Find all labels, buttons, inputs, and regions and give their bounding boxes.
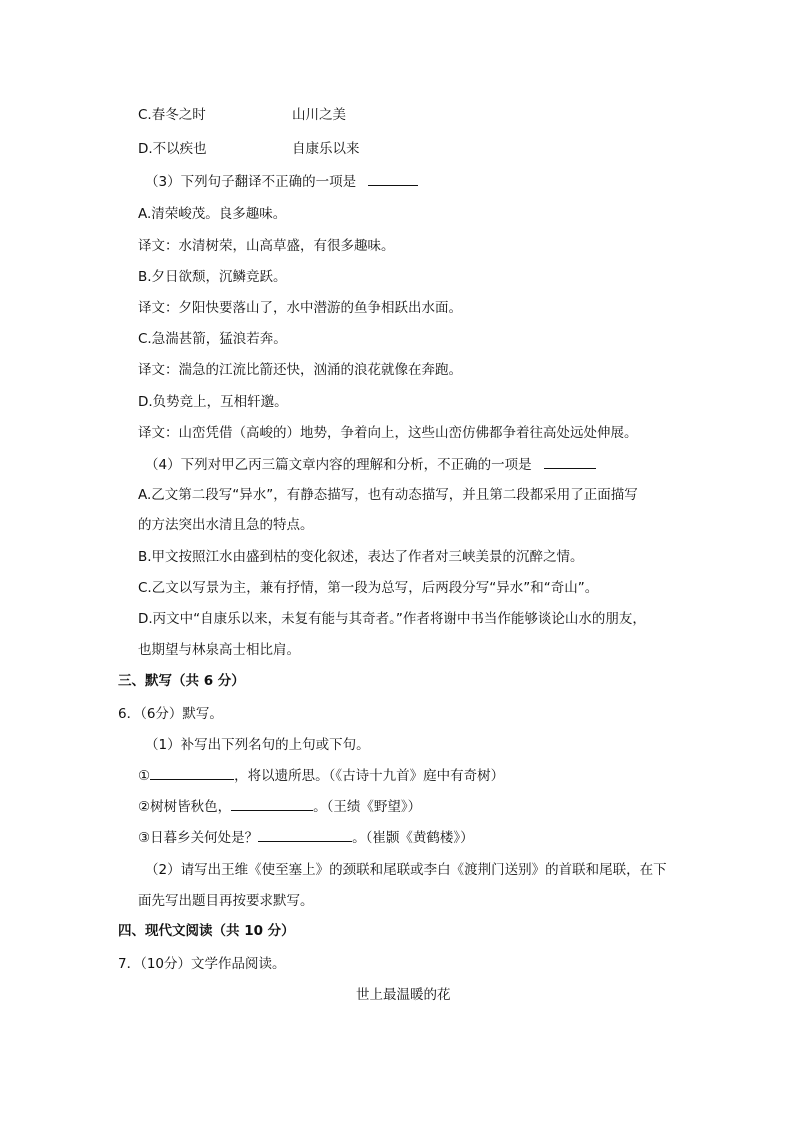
q6-sub1: （1）补写出下列名句的上句或下句。 bbox=[145, 737, 370, 753]
q3-option-d-translation: 译文：山峦凭借（高峻的）地势，争着向上，这些山峦仿佛都争着往高处远处伸展。 bbox=[138, 425, 638, 441]
choice-c-left: C.春冬之时 bbox=[138, 107, 206, 123]
q4-option-d-line1: D.丙文中“自康乐以来，未复有能与其奇者。”作者将谢中书当作能够谈论山水的朋友， bbox=[138, 611, 646, 627]
fill-blank-2[interactable] bbox=[231, 798, 313, 811]
q3-option-a-translation: 译文：水清树荣，山高草盛，有很多趣味。 bbox=[138, 238, 395, 254]
section3-heading: 三、默写（共 6 分） bbox=[118, 673, 245, 689]
q6-sub2-line1: （2）请写出王维《使至塞上》的颈联和尾联或李白《渡荆门送别》的首联和尾联，在下 bbox=[145, 862, 667, 878]
q4-option-b: B.甲文按照江水由盛到枯的变化叙述，表达了作者对三峡美景的沉醉之情。 bbox=[138, 549, 584, 565]
fill-blank-3[interactable] bbox=[258, 829, 352, 842]
q3-stem-text: （3）下列句子翻译不正确的一项是 bbox=[145, 174, 357, 190]
fill-blank-1[interactable] bbox=[150, 767, 234, 780]
choice-row-d bbox=[138, 140, 360, 158]
q6-title: 6．（6分）默写。 bbox=[118, 706, 223, 722]
answer-blank[interactable] bbox=[368, 173, 418, 186]
item1-rest: ，将以遗所思。（《古诗十九首》庭中有奇树） bbox=[234, 768, 505, 784]
q3-option-b-translation: 译文：夕阳快要落山了，水中潜游的鱼争相跃出水面。 bbox=[138, 300, 462, 316]
q6-item2 bbox=[138, 798, 421, 816]
q6-item1 bbox=[138, 767, 504, 785]
item2-rest: 。（王绩《野望》） bbox=[313, 799, 422, 815]
choice-d-left: D.不以疾也 bbox=[138, 141, 207, 157]
q4-option-c: C.乙文以写景为主，兼有抒情，第一段为总写，后两段分写“异水”和“奇山”。 bbox=[138, 580, 599, 596]
choice-row-c bbox=[138, 106, 346, 124]
item2-mark: ②树树皆秋色， bbox=[138, 799, 232, 815]
article-title: 世上最温暖的花 bbox=[356, 987, 451, 1003]
item3-rest: 。（崔颢《黄鹤楼》） bbox=[352, 830, 474, 846]
q3-option-d: D.负势竞上，互相轩邈。 bbox=[138, 394, 288, 410]
choice-c-right: 山川之美 bbox=[292, 107, 346, 123]
q3-option-c-translation: 译文：湍急的江流比箭还快，汹涌的浪花就像在奔跑。 bbox=[138, 362, 462, 378]
q4-stem bbox=[145, 456, 596, 474]
q6-item3 bbox=[138, 829, 474, 847]
item3-mark: ③日暮乡关何处是？ bbox=[138, 830, 259, 846]
q4-option-a-line1: A.乙文第二段写“异水”，有静态描写，也有动态描写，并且第二段都采用了正面描写 bbox=[138, 487, 638, 503]
q7-title: 7．（10分）文学作品阅读。 bbox=[118, 956, 286, 972]
q3-option-a: A.清荣峻茂。良多趣味。 bbox=[138, 206, 287, 222]
choice-d-right: 自康乐以来 bbox=[292, 141, 360, 157]
q3-option-c: C.急湍甚箭，猛浪若奔。 bbox=[138, 331, 287, 347]
section4-heading: 四、现代文阅读（共 10 分） bbox=[118, 923, 295, 939]
q3-option-b: B.夕日欲颓，沉鳞竞跃。 bbox=[138, 269, 287, 285]
q3-stem bbox=[145, 173, 418, 191]
q4-option-d-line2: 也期望与林泉高士相比肩。 bbox=[138, 642, 300, 658]
q4-option-a-line2: 的方法突出水清且急的特点。 bbox=[138, 517, 314, 533]
item1-mark: ① bbox=[138, 768, 151, 784]
answer-blank[interactable] bbox=[544, 456, 596, 469]
q6-sub2-line2: 面先写出题目再按要求默写。 bbox=[138, 893, 314, 909]
q4-stem-text: （4）下列对甲乙丙三篇文章内容的理解和分析，不正确的一项是 bbox=[145, 457, 532, 473]
